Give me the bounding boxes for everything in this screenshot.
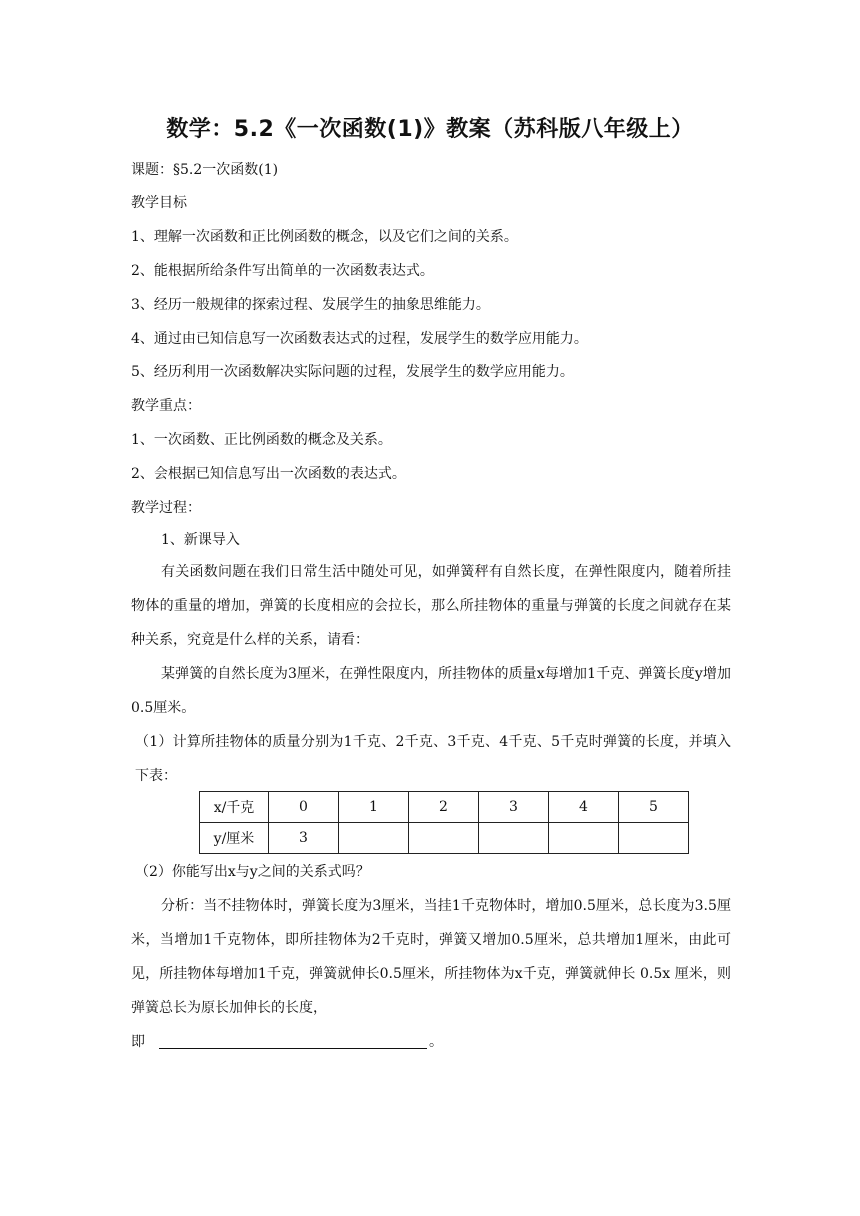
table-row (200, 823, 689, 854)
answer-line (131, 1032, 443, 1052)
goal-item-5: 5、经历利用一次函数解决实际问题的过程，发展学生的数学应用能力。 (131, 364, 574, 380)
topic-line: 课题：§5.2一次函数(1) (131, 162, 279, 178)
table-header-cell: x/千克 (200, 792, 269, 823)
question-2: （2）你能写出x与y之间的关系式吗？ (135, 864, 370, 880)
goal-item-1: 1、理解一次函数和正比例函数的概念，以及它们之间的关系。 (131, 229, 518, 245)
intro-heading: 1、新课导入 (161, 532, 240, 548)
process-heading: 教学过程： (131, 500, 201, 516)
table-cell: 5 (619, 792, 689, 823)
table-cell (619, 823, 689, 854)
table-cell: 4 (549, 792, 619, 823)
page-title: 数学：5.2《一次函数(1)》教案（苏科版八年级上） (166, 117, 694, 142)
goal-item-2: 2、能根据所给条件写出简单的一次函数表达式。 (131, 263, 434, 279)
intro-paragraph: 有关函数问题在我们日常生活中随处可见，如弹簧秤有自然长度，在弹性限度内，随着所挂物体的重量的增加，弹簧的长度相应的会拉长，那么所挂物体的重量与弹簧的长度之间就存在某种关系，究竟是什么样的关系，请看： (131, 564, 731, 648)
table-cell: 0 (269, 792, 339, 823)
answer-prefix: 即 (131, 1034, 145, 1050)
table-cell (339, 823, 409, 854)
table-cell: 1 (339, 792, 409, 823)
mass-length-table (199, 791, 689, 854)
table-cell: 3 (269, 823, 339, 854)
table-row (200, 792, 689, 823)
question-1: （1）计算所挂物体的质量分别为1千克、2千克、3千克、4千克、5千克时弹簧的长度，并填入下表： (135, 734, 731, 784)
goals-heading: 教学目标 (131, 195, 187, 211)
answer-blank[interactable] (159, 1032, 427, 1049)
table-cell: 2 (409, 792, 479, 823)
key-point-1: 1、一次函数、正比例函数的概念及关系。 (131, 432, 392, 448)
table-cell (479, 823, 549, 854)
goal-item-4: 4、通过由已知信息写一次函数表达式的过程，发展学生的数学应用能力。 (131, 331, 588, 347)
key-points-heading: 教学重点： (131, 398, 201, 414)
key-point-2: 2、会根据已知信息写出一次函数的表达式。 (131, 466, 406, 482)
table-header-cell: y/厘米 (200, 823, 269, 854)
table-cell: 3 (479, 792, 549, 823)
goal-item-3: 3、经历一般规律的探索过程、发展学生的抽象思维能力。 (131, 297, 490, 313)
analysis-paragraph: 分析：当不挂物体时，弹簧长度为3厘米，当挂1千克物体时，增加0.5厘米，总长度为3.5厘米，当增加1千克物体，即所挂物体为2千克时，弹簧又增加0.5厘米，总共增加1厘米，由此可见，所挂物体每增加1千克，弹簧就伸长0.5厘米，所挂物体为x千克，弹簧就伸长 0.5x 厘米，则弹簧总长为原长加伸长的长度， (131, 898, 731, 1016)
table-cell (409, 823, 479, 854)
table-cell (549, 823, 619, 854)
answer-suffix: 。 (429, 1034, 443, 1050)
problem-paragraph: 某弹簧的自然长度为3厘米，在弹性限度内，所挂物体的质量x每增加1千克、弹簧长度y增加0.5厘米。 (131, 666, 731, 716)
